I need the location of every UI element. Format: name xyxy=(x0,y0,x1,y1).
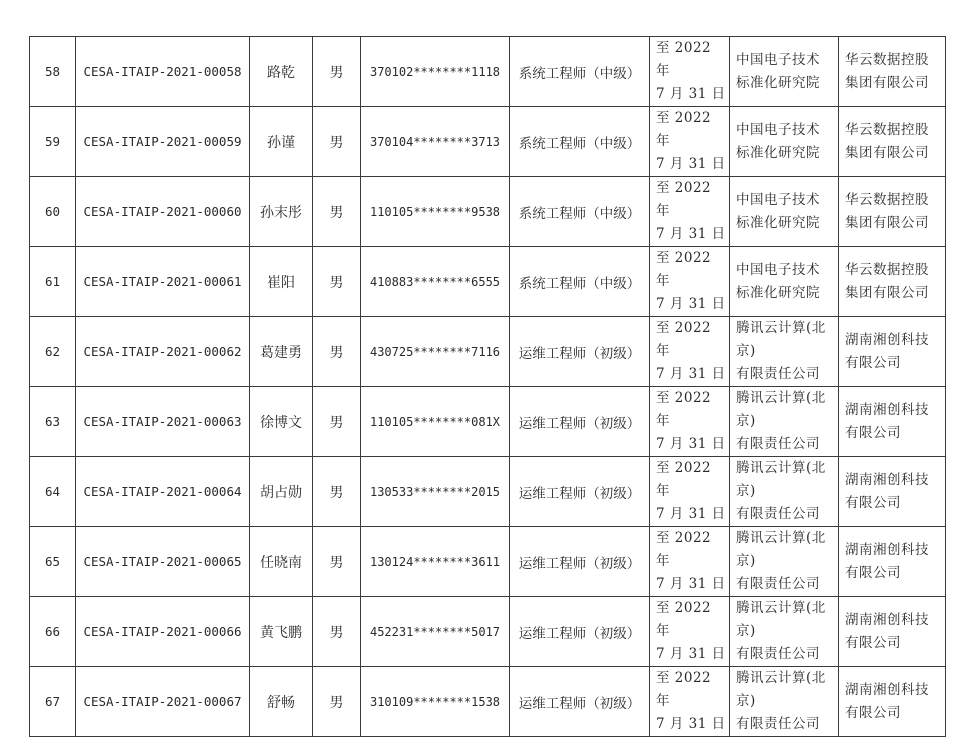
issuing-body-cell xyxy=(730,37,839,107)
validity-line: 7 月 31 日 xyxy=(656,716,726,732)
position-level-cell: 系统工程师（中级） xyxy=(510,177,650,247)
issuing-body-cell xyxy=(730,387,839,457)
gender-cell: 男 xyxy=(313,597,361,667)
validity-cell xyxy=(650,317,730,387)
name-cell: 胡占勋 xyxy=(250,457,313,527)
id-number-cell: 310109********1538 xyxy=(361,667,510,737)
position-level-cell: 系统工程师（中级） xyxy=(510,37,650,107)
table-row xyxy=(30,597,946,667)
validity-line: 至 2022 年 xyxy=(656,40,712,79)
employer-cell xyxy=(839,667,946,737)
employer-line: 湖南湘创科技 xyxy=(845,541,929,558)
gender-cell: 男 xyxy=(313,527,361,597)
employer-line: 有限公司 xyxy=(845,704,901,721)
table-row xyxy=(30,177,946,247)
row-number-cell: 61 xyxy=(30,247,76,317)
validity-line: 至 2022 年 xyxy=(656,250,712,289)
issuing-body-line: 腾讯云计算(北京) xyxy=(736,600,826,639)
id-number-cell: 110105********9538 xyxy=(361,177,510,247)
employer-line: 有限公司 xyxy=(845,494,901,511)
employer-line: 华云数据控股 xyxy=(845,51,929,68)
issuing-body-line: 中国电子技术 xyxy=(736,191,820,208)
row-number-cell: 63 xyxy=(30,387,76,457)
validity-line: 7 月 31 日 xyxy=(656,646,726,662)
gender-cell: 男 xyxy=(313,247,361,317)
validity-line: 至 2022 年 xyxy=(656,670,712,709)
employer-line: 有限公司 xyxy=(845,564,901,581)
employer-line: 湖南湘创科技 xyxy=(845,681,929,698)
issuing-body-line: 腾讯云计算(北京) xyxy=(736,390,826,429)
certificate-number-cell: CESA-ITAIP-2021-00060 xyxy=(76,177,250,247)
position-level-cell: 运维工程师（初级） xyxy=(510,597,650,667)
table-row xyxy=(30,667,946,737)
row-number-cell: 60 xyxy=(30,177,76,247)
table-row xyxy=(30,107,946,177)
certificate-number-cell: CESA-ITAIP-2021-00059 xyxy=(76,107,250,177)
id-number-cell: 370102********1118 xyxy=(361,37,510,107)
row-number-cell: 67 xyxy=(30,667,76,737)
row-number-cell: 58 xyxy=(30,37,76,107)
validity-cell xyxy=(650,667,730,737)
position-level-cell: 系统工程师（中级） xyxy=(510,107,650,177)
row-number-cell: 65 xyxy=(30,527,76,597)
validity-line: 至 2022 年 xyxy=(656,530,712,569)
employer-line: 有限公司 xyxy=(845,634,901,651)
validity-cell xyxy=(650,107,730,177)
issuing-body-cell xyxy=(730,527,839,597)
table-row xyxy=(30,387,946,457)
id-number-cell: 430725********7116 xyxy=(361,317,510,387)
employer-line: 华云数据控股 xyxy=(845,261,929,278)
certificate-number-cell: CESA-ITAIP-2021-00066 xyxy=(76,597,250,667)
issuing-body-line: 标准化研究院 xyxy=(736,74,820,91)
position-level-cell: 运维工程师（初级） xyxy=(510,667,650,737)
validity-line: 7 月 31 日 xyxy=(656,506,726,522)
employer-line: 湖南湘创科技 xyxy=(845,331,929,348)
issuing-body-line: 有限责任公司 xyxy=(736,506,820,522)
certificate-table xyxy=(29,36,946,737)
employer-cell xyxy=(839,387,946,457)
validity-line: 7 月 31 日 xyxy=(656,156,726,172)
validity-line: 至 2022 年 xyxy=(656,110,712,149)
employer-line: 有限公司 xyxy=(845,354,901,371)
employer-cell xyxy=(839,247,946,317)
validity-cell xyxy=(650,247,730,317)
employer-line: 集团有限公司 xyxy=(845,214,929,231)
issuing-body-cell xyxy=(730,247,839,317)
row-number-cell: 62 xyxy=(30,317,76,387)
validity-line: 至 2022 年 xyxy=(656,320,712,359)
employer-cell xyxy=(839,597,946,667)
gender-cell: 男 xyxy=(313,667,361,737)
position-level-cell: 运维工程师（初级） xyxy=(510,387,650,457)
table-row xyxy=(30,247,946,317)
issuing-body-line: 中国电子技术 xyxy=(736,51,820,68)
certificate-number-cell: CESA-ITAIP-2021-00058 xyxy=(76,37,250,107)
employer-line: 华云数据控股 xyxy=(845,121,929,138)
issuing-body-cell xyxy=(730,317,839,387)
issuing-body-cell xyxy=(730,457,839,527)
name-cell: 路乾 xyxy=(250,37,313,107)
certificate-number-cell: CESA-ITAIP-2021-00064 xyxy=(76,457,250,527)
employer-line: 湖南湘创科技 xyxy=(845,611,929,628)
validity-line: 至 2022 年 xyxy=(656,390,712,429)
issuing-body-line: 标准化研究院 xyxy=(736,284,820,301)
employer-cell xyxy=(839,317,946,387)
table-row xyxy=(30,37,946,107)
employer-line: 湖南湘创科技 xyxy=(845,401,929,418)
gender-cell: 男 xyxy=(313,457,361,527)
name-cell: 孙谨 xyxy=(250,107,313,177)
certificate-number-cell: CESA-ITAIP-2021-00065 xyxy=(76,527,250,597)
validity-line: 至 2022 年 xyxy=(656,180,712,219)
position-level-cell: 运维工程师（初级） xyxy=(510,527,650,597)
position-level-cell: 系统工程师（中级） xyxy=(510,247,650,317)
validity-cell xyxy=(650,527,730,597)
validity-line: 7 月 31 日 xyxy=(656,436,726,452)
issuing-body-cell xyxy=(730,667,839,737)
validity-line: 7 月 31 日 xyxy=(656,296,726,312)
employer-line: 集团有限公司 xyxy=(845,74,929,91)
issuing-body-cell xyxy=(730,597,839,667)
employer-line: 华云数据控股 xyxy=(845,191,929,208)
id-number-cell: 130533********2015 xyxy=(361,457,510,527)
issuing-body-line: 腾讯云计算(北京) xyxy=(736,320,826,359)
issuing-body-line: 标准化研究院 xyxy=(736,214,820,231)
issuing-body-line: 中国电子技术 xyxy=(736,121,820,138)
issuing-body-line: 有限责任公司 xyxy=(736,646,820,662)
table-row xyxy=(30,457,946,527)
id-number-cell: 110105********081X xyxy=(361,387,510,457)
issuing-body-line: 有限责任公司 xyxy=(736,576,820,592)
validity-cell xyxy=(650,457,730,527)
certificate-number-cell: CESA-ITAIP-2021-00063 xyxy=(76,387,250,457)
validity-line: 7 月 31 日 xyxy=(656,366,726,382)
issuing-body-cell xyxy=(730,177,839,247)
validity-cell xyxy=(650,597,730,667)
employer-cell xyxy=(839,107,946,177)
id-number-cell: 410883********6555 xyxy=(361,247,510,317)
employer-cell xyxy=(839,457,946,527)
name-cell: 舒畅 xyxy=(250,667,313,737)
validity-line: 7 月 31 日 xyxy=(656,226,726,242)
id-number-cell: 370104********3713 xyxy=(361,107,510,177)
name-cell: 孙末彤 xyxy=(250,177,313,247)
certificate-number-cell: CESA-ITAIP-2021-00061 xyxy=(76,247,250,317)
validity-line: 7 月 31 日 xyxy=(656,86,726,102)
validity-cell xyxy=(650,387,730,457)
id-number-cell: 130124********3611 xyxy=(361,527,510,597)
row-number-cell: 59 xyxy=(30,107,76,177)
validity-cell xyxy=(650,37,730,107)
issuing-body-line: 有限责任公司 xyxy=(736,716,820,732)
issuing-body-line: 有限责任公司 xyxy=(736,436,820,452)
employer-line: 有限公司 xyxy=(845,424,901,441)
employer-cell xyxy=(839,177,946,247)
validity-line: 7 月 31 日 xyxy=(656,576,726,592)
issuing-body-line: 标准化研究院 xyxy=(736,144,820,161)
issuing-body-line: 腾讯云计算(北京) xyxy=(736,670,826,709)
issuing-body-cell xyxy=(730,107,839,177)
validity-line: 至 2022 年 xyxy=(656,600,712,639)
certificate-number-cell: CESA-ITAIP-2021-00062 xyxy=(76,317,250,387)
position-level-cell: 运维工程师（初级） xyxy=(510,317,650,387)
name-cell: 崔阳 xyxy=(250,247,313,317)
gender-cell: 男 xyxy=(313,177,361,247)
row-number-cell: 64 xyxy=(30,457,76,527)
id-number-cell: 452231********5017 xyxy=(361,597,510,667)
gender-cell: 男 xyxy=(313,317,361,387)
employer-cell xyxy=(839,527,946,597)
issuing-body-line: 腾讯云计算(北京) xyxy=(736,460,826,499)
employer-cell xyxy=(839,37,946,107)
validity-line: 至 2022 年 xyxy=(656,460,712,499)
employer-line: 集团有限公司 xyxy=(845,284,929,301)
employer-line: 集团有限公司 xyxy=(845,144,929,161)
employer-line: 湖南湘创科技 xyxy=(845,471,929,488)
issuing-body-line: 腾讯云计算(北京) xyxy=(736,530,826,569)
table-row xyxy=(30,317,946,387)
name-cell: 葛建勇 xyxy=(250,317,313,387)
row-number-cell: 66 xyxy=(30,597,76,667)
gender-cell: 男 xyxy=(313,37,361,107)
name-cell: 任晓南 xyxy=(250,527,313,597)
issuing-body-line: 中国电子技术 xyxy=(736,261,820,278)
table-row xyxy=(30,527,946,597)
position-level-cell: 运维工程师（初级） xyxy=(510,457,650,527)
issuing-body-line: 有限责任公司 xyxy=(736,366,820,382)
validity-cell xyxy=(650,177,730,247)
gender-cell: 男 xyxy=(313,387,361,457)
name-cell: 徐博文 xyxy=(250,387,313,457)
table-body xyxy=(30,37,946,737)
gender-cell: 男 xyxy=(313,107,361,177)
certificate-number-cell: CESA-ITAIP-2021-00067 xyxy=(76,667,250,737)
name-cell: 黄飞鹏 xyxy=(250,597,313,667)
